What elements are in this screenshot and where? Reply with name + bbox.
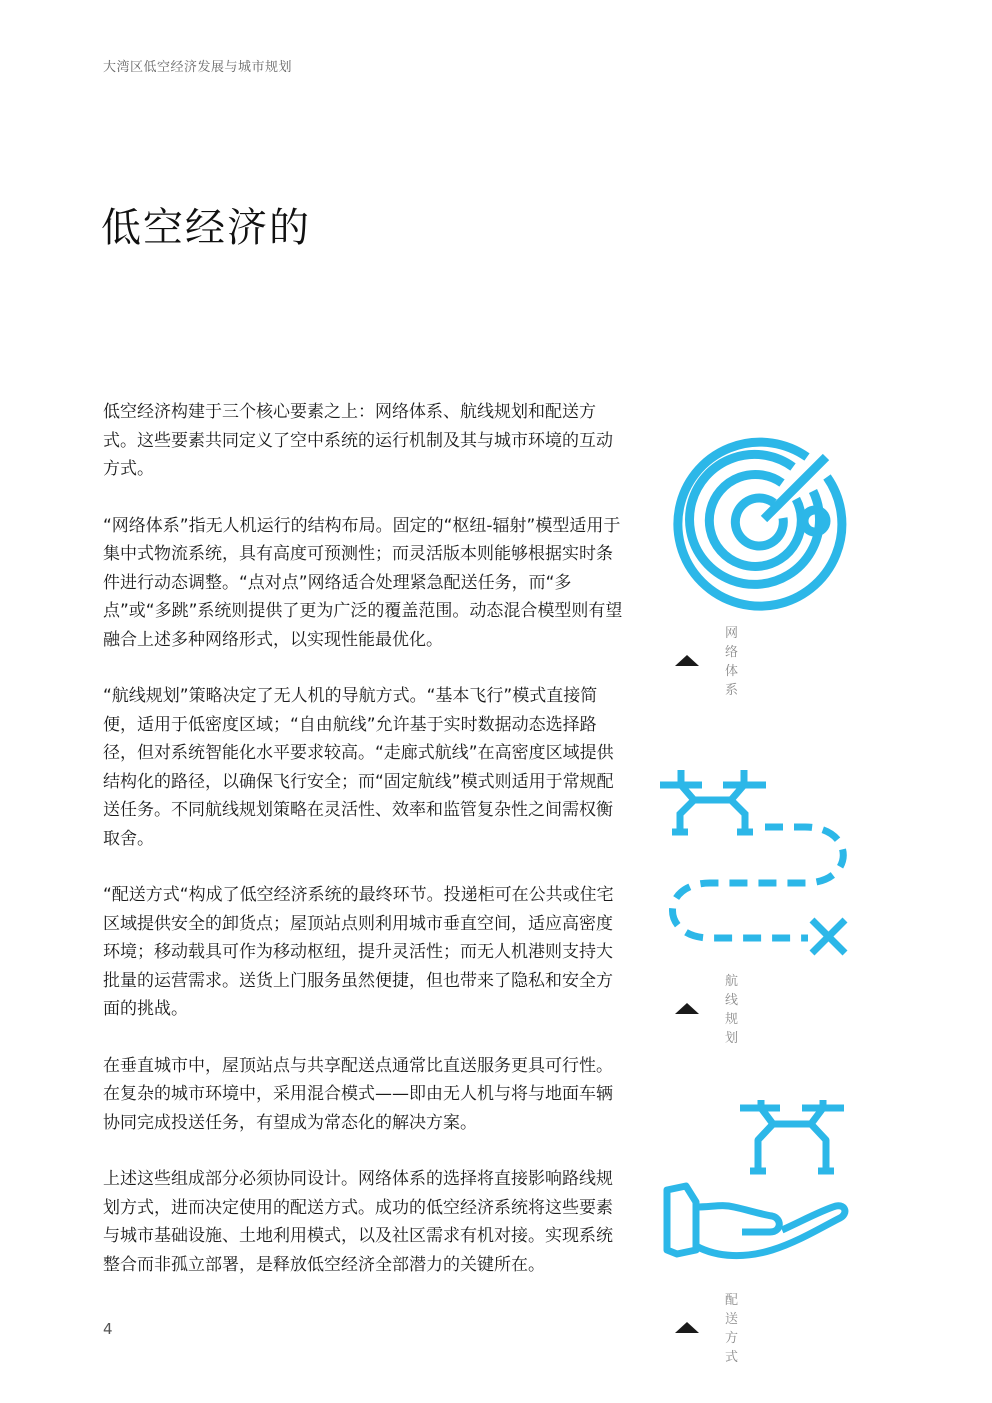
drone-hand-delivery-icon: [662, 1100, 854, 1270]
running-header: 大湾区低空经济发展与城市规划: [103, 60, 293, 75]
open-hand-icon: [667, 1186, 845, 1256]
paragraph-route: “航线规划”策略决定了无人机的导航方式。“基本飞行”模式直接简便，适用于低密度区域；“自由航线”允许基于实时数据动态选择路径，但对系统智能化水平要求较高。“走廊式航线”在高密度区域提供结构化的路径，以确保飞行安全；而“固定航线”模式则适用于常规配送任务。不同航线规划策略在灵活性、效率和监管复杂性之间需权衡取舍。: [103, 686, 614, 849]
paragraph-vertical-city: 在垂直城市中，屋顶站点与共享配送点通常比直送服务更具可行性。在复杂的城市环境中，采用混合模式——即由无人机与将与地面车辆协同完成投送任务，有望成为常态化的解决方案。: [103, 1055, 613, 1133]
body-text: [103, 398, 625, 1307]
page-title: 低空经济的: [101, 205, 311, 251]
caption-network: [675, 622, 739, 698]
caption-delivery: [675, 1289, 739, 1365]
page-number: 4: [103, 1320, 113, 1338]
paragraph-network: “网络体系”指无人机运行的结构布局。固定的“枢纽-辐射”模型适用于集中式物流系统，具有高度可预测性；而灵活版本则能够根据实时条件进行动态调整。“点对点”网络适合处理紧急配送任务，而“多点”或“多跳”系统则提供了更为广泛的覆盖范围。动态混合模型则有望融合上述多种网络形式，以实现性能最优化。: [103, 515, 623, 650]
paragraph-delivery: “配送方式“构成了低空经济系统的最终环节。投递柜可在公共或住宅区域提供安全的卸货点；屋顶站点则利用城市垂直空间，适应高密度环境；移动载具可作为移动枢纽，提升灵活性；而无人机港则支持大批量的运营需求。送货上门服务虽然便捷，但也带来了隐私和安全方面的挑战。: [103, 885, 614, 1019]
triangle-marker-icon: [675, 1322, 699, 1333]
radar-network-icon: [666, 426, 858, 618]
paragraph-conclusion: 上述这些组成部分必须协同设计。网络体系的选择将直接影响路线规划方式，进而决定使用的配送方式。成功的低空经济系统将这些要素与城市基础设施、土地利用模式，以及社区需求有机对接。实现系统整合而非孤立部署，是释放低空经济全部潜力的关键所在。: [103, 1169, 613, 1275]
caption-label: 配送方式: [725, 1293, 740, 1365]
drone-icon: [660, 770, 766, 832]
drone-route-icon: [660, 770, 852, 960]
triangle-marker-icon: [675, 1003, 699, 1014]
drone-icon: [740, 1100, 844, 1171]
caption-label: 网络体系: [725, 626, 740, 698]
caption-label: 航线规划: [725, 974, 740, 1046]
paragraph-intro: 低空经济构建于三个核心要素之上：网络体系、航线规划和配送方式。这些要素共同定义了空中系统的运行机制及其与城市环境的互动方式。: [103, 402, 613, 479]
destination-x-icon: [812, 920, 845, 953]
caption-route: [675, 970, 739, 1046]
triangle-marker-icon: [675, 655, 699, 666]
